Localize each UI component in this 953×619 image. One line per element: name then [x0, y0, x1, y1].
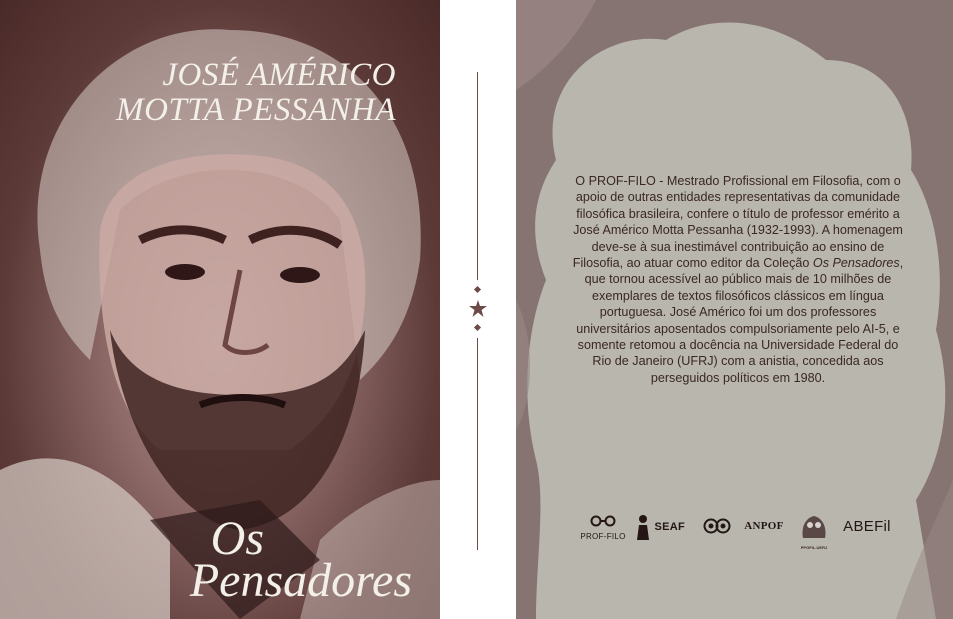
glasses-icon — [588, 515, 618, 527]
blurb-text-part2: , que tornou acessível ao público mais de 10 milhões de exemplares de textos filosóficos clássicos em língua portuguesa. José Américo foi um dos professores universitários aposentados compulsoriamente pelo AI-5, e somente retomou a docência na Universidade Federal do Rio de Janeiro (UFRJ) com a anistia, concedida aos perseguidos políticos em 1980. — [576, 256, 904, 385]
sponsor-logos — [576, 514, 896, 554]
logo-proffilo-text: PROF-FILO — [580, 532, 626, 541]
figure-icon — [636, 514, 650, 540]
logo-abefil-text: ABEFil — [843, 518, 891, 535]
author-name-line1: JOSÉ AMÉRICO — [162, 57, 396, 93]
back-cover — [516, 0, 953, 619]
spine-dot-bottom — [474, 324, 481, 331]
spine-line-top — [477, 72, 478, 280]
author-name — [116, 58, 396, 128]
blurb-text-italic: Os Pensadores — [812, 256, 900, 271]
spine — [440, 0, 516, 619]
logo-seaf — [636, 514, 698, 540]
logo-abefil — [838, 514, 896, 535]
series-title-line2: Pensadores — [189, 554, 412, 607]
author-name-line2: MOTTA PESSANHA — [116, 92, 396, 128]
logo-ppgfil-text: PPGFIL-UERJ — [800, 545, 828, 550]
owl-emblem-icon — [799, 514, 829, 540]
owl-icon — [703, 514, 731, 538]
ornament-star-icon — [469, 300, 487, 318]
spine-line-bottom — [477, 338, 478, 550]
spine-dot-top — [474, 286, 481, 293]
front-cover — [0, 0, 440, 619]
logo-owl — [702, 514, 732, 543]
back-cover-blurb — [568, 173, 908, 386]
blurb-text-part1: O PROF-FILO - Mestrado Profissional em Filosofia, com o apoio de outras entidades representativas da comunidade filosófica brasileira, confere o título de professor emérito a José Américo Motta Pessanha (1932-1993). A homenagem deve-se à sua inestimável contribuição ao ensino de Filosofia, ao atuar como editor da Coleção — [572, 174, 903, 271]
logo-anpof-text: ANPOF — [744, 520, 784, 532]
logo-anpof — [736, 514, 792, 532]
logo-proffilo — [576, 514, 630, 541]
logo-seaf-text: SEAF — [654, 521, 685, 533]
logo-ppgfil — [794, 514, 834, 550]
series-title-line1: Os — [210, 512, 264, 565]
series-title — [189, 512, 412, 607]
